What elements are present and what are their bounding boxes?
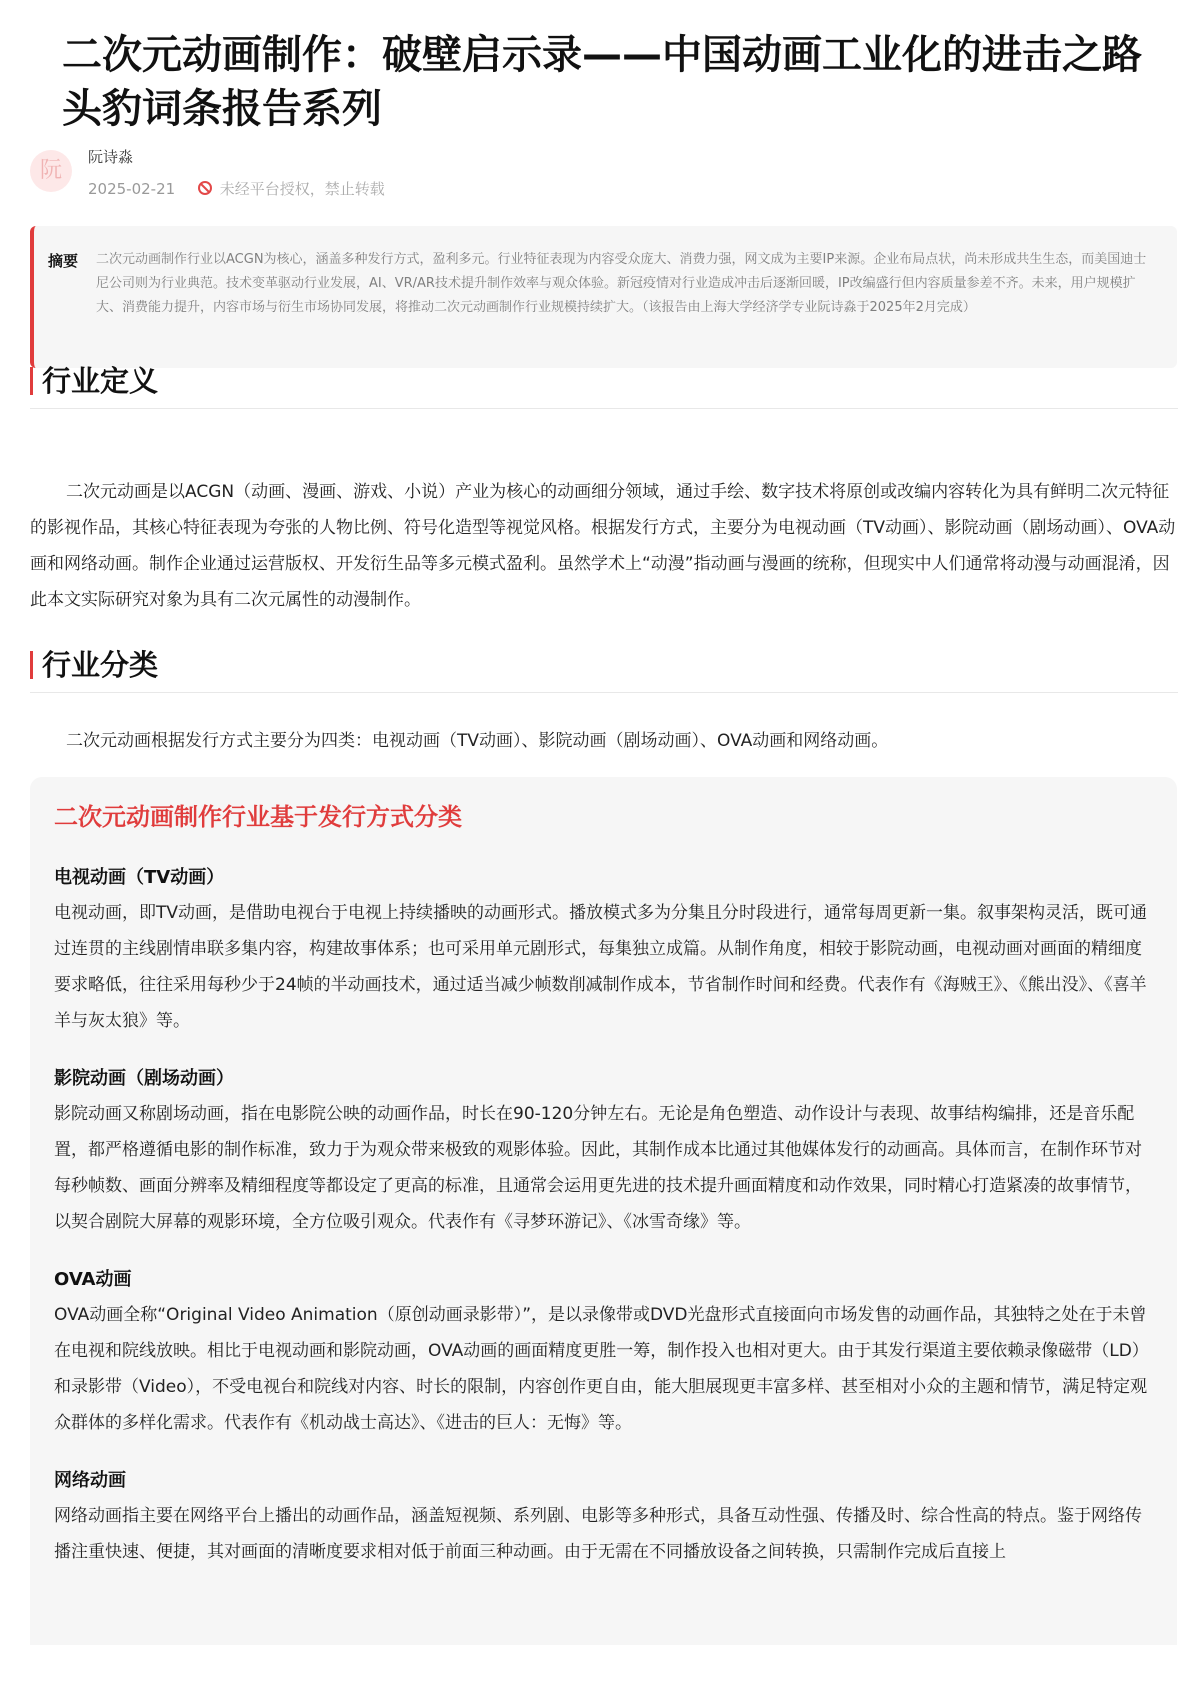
section-heading-definition xyxy=(30,358,1178,409)
abstract-box xyxy=(30,226,1177,368)
copyright-notice: 未经平台授权，禁止转载 xyxy=(219,180,385,198)
classification-item-title: 网络动画 xyxy=(54,1470,126,1491)
classification-item-text: 影院动画又称剧场动画，指在电影院公映的动画作品，时长在90-120分钟左右。无论是角色塑造、动作设计与表现、故事结构编排，还是音乐配置，都严格遵循电影的制作标准，致力于为观众带来极致的观影体验。因此，其制作成本比通过其他媒体发行的动画高。具体而言，在制作环节对每秒帧数、画面分辨率及精细程度等都设定了更高的标准，且通常会运用更先进的技术提升画面精度和动作效果，同时精心打造紧凑的故事情节，以契合剧院大屏幕的观影环境，全方位吸引观众。代表作有《寻梦环游记》、《冰雪奇缘》等。 xyxy=(54,1104,1142,1232)
section-marker xyxy=(30,651,33,679)
section-heading-classification xyxy=(30,642,1178,693)
classification-item xyxy=(54,865,1154,1039)
author-name[interactable]: 阮诗淼 xyxy=(88,148,134,166)
definition-paragraph: 二次元动画是以ACGN（动画、漫画、游戏、小说）产业为核心的动画细分领域，通过手绘、数字技术将原创或改编内容转化为具有鲜明二次元特征的影视作品，其核心特征表现为夸张的人物比例、符号化造型等视觉风格。根据发行方式，主要分为电视动画（TV动画）、影院动画（剧场动画）、OVA动画和网络动画。制作企业通过运营版权、开发衍生品等多元模式盈利。虽然学术上“动漫”指动画与漫画的统称，但现实中人们通常将动漫与动画混淆，因此本文实际研究对象为具有二次元属性的动漫制作。 xyxy=(30,482,1176,610)
section-marker xyxy=(30,367,33,395)
classification-item-title: 影院动画（剧场动画） xyxy=(54,1068,234,1089)
abstract-text: 二次元动画制作行业以ACGN为核心，涵盖多种发行方式，盈利多元。行业特征表现为内容受众庞大、消费力强，网文成为主要IP来源。企业布局点状，尚未形成共生生态，而美国迪士尼公司则为行业典范。技术变革驱动行业发展，AI、VR/AR技术提升制作效率与观众体验。新冠疫情对行业造成冲击后逐渐回暖，IP改编盛行但内容质量参差不齐。未来，用户规模扩大、消费能力提升，内容市场与衍生市场协同发展，将推动二次元动画制作行业规模持续扩大。（该报告由上海大学经济学专业阮诗淼于2025年2月完成） xyxy=(96,252,1147,315)
classification-item-title: 电视动画（TV动画） xyxy=(54,867,225,888)
article-title: 二次元动画制作：破壁启示录——中国动画工业化的进击之路 头豹词条报告系列 xyxy=(62,32,1142,132)
publish-date: 2025-02-21 xyxy=(88,180,176,198)
classification-item-text: 网络动画指主要在网络平台上播出的动画作品，涵盖短视频、系列剧、电影等多种形式，具备互动性强、传播及时、综合性高的特点。鉴于网络传播注重快速、便捷，其对画面的清晰度要求相对低于前面三种动画。由于无需在不同播放设备之间转换，只需制作完成后直接上 xyxy=(54,1506,1142,1562)
abstract-label: 摘要 xyxy=(48,252,79,270)
section-title: 行业分类 xyxy=(42,648,159,682)
classification-item xyxy=(54,1468,1154,1570)
classification-item xyxy=(54,1066,1154,1240)
classification-panel xyxy=(30,777,1177,1645)
classification-paragraph: 二次元动画根据发行方式主要分为四类：电视动画（TV动画）、影院动画（剧场动画）、OVA动画和网络动画。 xyxy=(66,731,889,751)
classification-panel-title: 二次元动画制作行业基于发行方式分类 xyxy=(54,803,462,831)
classification-item-text: OVA动画全称“Original Video Animation（原创动画录影带）”，是以录像带或DVD光盘形式直接面向市场发售的动画作品，其独特之处在于未曾在电视和院线放映。相比于电视动画和影院动画，OVA动画的画面精度更胜一筹，制作投入也相对更大。由于其发行渠道主要依赖录像磁带（LD）和录影带（Video），不受电视台和院线对内容、时长的限制，内容创作更自由，能大胆展现更丰富多样、甚至相对小众的主题和情节，满足特定观众群体的多样化需求。代表作有《机动战士高达》、《进击的巨人：无悔》等。 xyxy=(54,1305,1149,1433)
article-meta xyxy=(88,178,385,199)
author-avatar[interactable]: 阮 xyxy=(30,150,72,192)
prohibited-icon xyxy=(198,181,212,195)
classification-item-title: OVA动画 xyxy=(54,1269,132,1290)
classification-item-text: 电视动画，即TV动画，是借助电视台于电视上持续播映的动画形式。播放模式多为分集且分时段进行，通常每周更新一集。叙事架构灵活，既可通过连贯的主线剧情串联多集内容，构建故事体系；也可采用单元剧形式，每集独立成篇。从制作角度，相较于影院动画，电视动画对画面的精细度要求略低，往往采用每秒少于24帧的半动画技术，通过适当减少帧数削减制作成本，节省制作时间和经费。代表作有《海贼王》、《熊出没》、《喜羊羊与灰太狼》等。 xyxy=(54,903,1148,1031)
section-title: 行业定义 xyxy=(42,364,159,398)
classification-item xyxy=(54,1267,1154,1441)
